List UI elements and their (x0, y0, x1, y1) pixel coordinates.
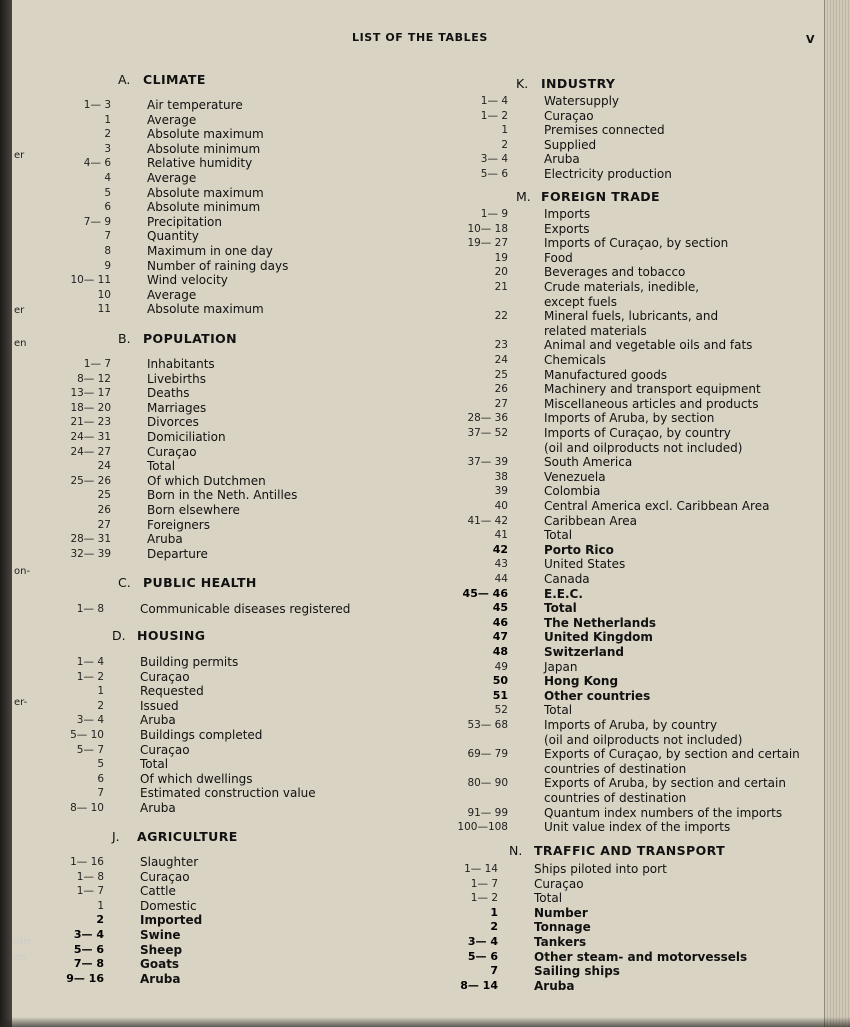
table-number: 2 (96, 913, 104, 927)
table-title: Imports (544, 207, 591, 221)
table-number: 80— 90 (467, 777, 508, 790)
table-number: 5— 6 (467, 949, 498, 963)
table-title: Tankers (534, 935, 587, 949)
table-number: 3— 4 (480, 153, 508, 166)
document-page (12, 0, 824, 1027)
table-title: Hong Kong (544, 674, 619, 689)
table-title: Food (544, 250, 573, 265)
table-number: 5— 10 (70, 729, 104, 741)
table-title: Chemicals (544, 353, 606, 367)
table-number: 26 (97, 504, 111, 516)
table-title: Absolute minimum (147, 141, 261, 156)
table-title: Marriages (147, 400, 207, 415)
section-letter: C. (118, 575, 131, 590)
table-number: 41— 42 (467, 514, 508, 527)
table-number: 8— 10 (70, 802, 104, 814)
table-title: Other steam- and motorvessels (534, 949, 748, 964)
table-title: countries of destination (544, 761, 687, 776)
table-title: Total (147, 459, 176, 474)
table-title: Deaths (147, 386, 190, 401)
table-title: related materials (544, 323, 647, 338)
section-name: INDUSTRY (541, 76, 616, 91)
table-title: Animal and vegetable oils and fats (544, 338, 753, 353)
table-title: Average (147, 287, 197, 302)
table-number: 50 (492, 674, 508, 688)
table-title: Aruba (534, 978, 575, 993)
table-title: Imports of Aruba, by section (544, 411, 715, 426)
table-title: Quantum index numbers of the imports (544, 805, 783, 820)
page-number: V (806, 33, 815, 46)
table-title: Ships piloted into port (534, 862, 667, 876)
table-title: Communicable diseases registered (140, 602, 351, 616)
table-title: Japan (544, 659, 578, 674)
table-number: 3— 4 (73, 928, 104, 941)
table-title: Colombia (544, 484, 601, 499)
table-title: Born in the Neth. Antilles (147, 488, 298, 503)
table-number: 8— 12 (77, 372, 111, 385)
table-number: 42 (492, 542, 508, 556)
margin-fragment: olie (14, 936, 32, 947)
table-title: Curaçao (140, 869, 190, 884)
table-number: 7 (490, 964, 498, 978)
table-number: 19 (494, 251, 508, 264)
table-title: Exports (544, 221, 590, 236)
table-number: 23 (494, 339, 508, 352)
table-number: 4— 6 (83, 157, 111, 170)
table-number: 5— 6 (73, 942, 104, 956)
table-number: 19— 27 (467, 237, 508, 250)
table-title: Caribbean Area (544, 513, 638, 528)
table-title: Exports of Aruba, by section and certain (544, 776, 786, 791)
table-title: Total (544, 528, 573, 543)
table-number: 39 (494, 485, 508, 498)
table-title: E.E.C. (544, 586, 583, 601)
table-number: 1 (97, 685, 104, 698)
table-number: 28— 31 (70, 533, 111, 546)
table-number: 1— 4 (480, 95, 508, 107)
table-title: countries of destination (544, 791, 687, 805)
table-title: Departure (147, 546, 208, 561)
table-title: (oil and oilproducts not included) (544, 732, 743, 747)
table-title: Absolute maximum (147, 302, 264, 317)
table-number: 1— 2 (76, 670, 104, 683)
table-title: Sheep (140, 942, 183, 957)
table-title: Of which Dutchmen (147, 473, 266, 488)
bottom-shadow (0, 1017, 850, 1027)
table-title: Number of raining days (147, 258, 289, 273)
section-letter: A. (118, 72, 131, 87)
table-title: Absolute minimum (147, 200, 261, 215)
section-name: TRAFFIC AND TRANSPORT (534, 843, 726, 858)
table-title: Imports of Aruba, by country (544, 718, 718, 732)
section-name: CLIMATE (143, 72, 206, 87)
table-number: 1 (490, 905, 498, 919)
table-title: Sailing ships (534, 964, 620, 979)
table-number: 91— 99 (467, 806, 508, 819)
book-spine-shadow (0, 0, 12, 1027)
section-letter: K. (516, 76, 529, 91)
table-title: Estimated construction value (140, 786, 316, 801)
table-title: Total (140, 757, 169, 772)
table-title: Total (544, 703, 573, 718)
table-number: 1— 2 (480, 109, 508, 122)
table-title: Curaçao (140, 669, 190, 684)
table-title: Aruba (544, 152, 580, 167)
table-number: 7 (104, 230, 111, 243)
section-name: POPULATION (143, 331, 238, 346)
table-number: 3— 4 (467, 935, 498, 948)
table-title: Curaçao (544, 108, 594, 123)
table-title: Venezuela (544, 469, 606, 484)
table-number: 8 (104, 245, 111, 257)
table-number: 5— 7 (76, 743, 104, 756)
table-title: Watersupply (544, 94, 619, 108)
table-number: 10— 11 (70, 274, 111, 287)
table-title: Curaçao (534, 876, 584, 891)
table-number: 69— 79 (467, 748, 508, 761)
table-title: Miscellaneous articles and products (544, 396, 759, 411)
table-number: 6 (97, 772, 104, 785)
table-title: Central America excl. Caribbean Area (544, 499, 770, 513)
table-number: 10 (97, 288, 111, 301)
table-title: Imports of Curaçao, by country (544, 426, 731, 440)
table-title: Inhabitants (147, 357, 215, 371)
table-title: Canada (544, 572, 590, 586)
table-number: 7— 9 (83, 215, 111, 228)
table-title: Aruba (147, 532, 183, 547)
table-title: Relative humidity (147, 156, 253, 171)
table-number: 10— 18 (467, 222, 508, 235)
table-number: 1— 2 (470, 892, 498, 905)
table-number: 1 (501, 124, 508, 137)
section-letter: D. (112, 628, 126, 643)
table-number: 26 (494, 383, 508, 396)
table-number: 1— 16 (70, 856, 104, 868)
table-title: Quantity (147, 229, 199, 244)
table-title: Requested (140, 684, 204, 699)
table-title: Aruba (140, 801, 176, 815)
margin-fragment: er (14, 150, 25, 161)
margin-fragment: er (14, 305, 25, 316)
section-name: FOREIGN TRADE (541, 189, 660, 204)
table-number: 7— 8 (73, 957, 104, 971)
section-name: HOUSING (137, 628, 206, 643)
table-number: 1 (97, 899, 104, 912)
table-number: 2 (490, 920, 498, 934)
table-number: 1— 7 (470, 877, 498, 890)
table-number: 2 (104, 128, 111, 141)
table-title: Switzerland (544, 645, 624, 659)
table-title: Other countries (544, 688, 651, 703)
table-number: 1 (104, 113, 111, 126)
table-number: 28— 36 (467, 412, 508, 425)
table-title: Absolute maximum (147, 127, 264, 142)
table-number: 100—108 (457, 821, 508, 834)
table-number: 38 (494, 470, 508, 483)
table-title: (oil and oilproducts not included) (544, 440, 743, 455)
table-number: 4 (104, 172, 111, 184)
table-title: Maximum in one day (147, 244, 273, 258)
table-number: 1— 14 (464, 863, 498, 875)
table-number: 43 (494, 558, 508, 571)
table-title: Of which dwellings (140, 771, 253, 786)
table-number: 40 (494, 500, 508, 512)
table-number: 25 (97, 489, 111, 502)
table-number: 1— 8 (76, 603, 104, 615)
table-title: The Netherlands (544, 615, 657, 630)
table-number: 24 (494, 354, 508, 366)
table-number: 1— 7 (76, 885, 104, 898)
table-title: Electricity production (544, 167, 672, 181)
table-number: 46 (492, 615, 508, 629)
table-title: Absolute maximum (147, 185, 264, 200)
table-number: 1— 4 (76, 656, 104, 668)
table-title: Divorces (147, 415, 199, 430)
table-title: South America (544, 455, 633, 470)
table-number: 51 (492, 688, 508, 702)
table-number: 7 (97, 787, 104, 800)
table-title: United Kingdom (544, 630, 653, 645)
table-number: 49 (494, 660, 508, 673)
margin-fragment: on- (14, 566, 31, 577)
table-title: Machinery and transport equipment (544, 382, 761, 397)
table-number: 27 (97, 518, 111, 531)
table-title: Precipitation (147, 214, 223, 229)
table-title: Porto Rico (544, 542, 614, 557)
table-number: 32— 39 (70, 547, 111, 560)
table-title: Livebirths (147, 371, 206, 386)
table-title: Unit value index of the imports (544, 820, 731, 835)
table-number: 1— 3 (83, 99, 111, 111)
table-title: Supplied (544, 137, 597, 152)
table-title: Premises connected (544, 123, 665, 138)
section-letter: M. (516, 189, 531, 204)
table-number: 24— 31 (70, 431, 111, 443)
table-number: 37— 39 (467, 456, 508, 469)
table-number: 47 (492, 630, 508, 644)
table-title: Domestic (140, 898, 197, 913)
table-number: 24 (97, 460, 111, 473)
table-number: 45 (492, 601, 508, 615)
table-title: Beverages and tobacco (544, 265, 686, 280)
table-title: Average (147, 112, 197, 127)
table-title: Slaughter (140, 855, 199, 869)
table-title: Foreigners (147, 517, 210, 532)
section-name: AGRICULTURE (137, 829, 238, 844)
section-name: PUBLIC HEALTH (143, 575, 257, 590)
table-title: Air temperature (147, 98, 243, 112)
table-number: 22 (494, 310, 508, 323)
table-number: 8— 14 (460, 978, 498, 992)
table-title: United States (544, 557, 626, 572)
table-number: 3 (104, 142, 111, 155)
table-title: Imported (140, 913, 203, 928)
table-number: 3— 4 (76, 714, 104, 727)
table-number: 27 (494, 397, 508, 410)
table-number: 25— 26 (70, 474, 111, 487)
table-number: 6 (104, 201, 111, 214)
table-title: Swine (140, 928, 181, 942)
section-letter: B. (118, 331, 131, 346)
table-number: 1— 9 (480, 208, 508, 220)
table-number: 2 (501, 138, 508, 151)
table-number: 1— 7 (83, 358, 111, 370)
table-number: 45— 46 (462, 586, 508, 600)
table-number: 48 (492, 645, 508, 658)
table-number: 21— 23 (70, 416, 111, 429)
margin-fragment: er- (14, 697, 28, 708)
table-title: Curaçao (140, 742, 190, 757)
table-number: 52 (494, 704, 508, 717)
table-title: Average (147, 171, 197, 185)
table-title: Tonnage (534, 920, 591, 935)
table-number: 11 (97, 303, 111, 316)
margin-fragment: en (14, 952, 27, 963)
section-letter: J. (112, 829, 120, 844)
table-number: 25 (494, 368, 508, 381)
table-number: 41 (494, 529, 508, 542)
table-number: 5 (97, 758, 104, 771)
table-title: Born elsewhere (147, 503, 240, 517)
table-title: Exports of Curaçao, by section and certain (544, 747, 800, 762)
table-title: Wind velocity (147, 273, 228, 288)
table-number: 24— 27 (70, 445, 111, 458)
table-title: Curaçao (147, 444, 197, 459)
margin-fragment: en (14, 338, 27, 349)
table-title: except fuels (544, 294, 617, 309)
table-title: Goats (140, 957, 180, 972)
table-title: Mineral fuels, lubricants, and (544, 309, 719, 324)
table-title: Aruba (140, 971, 181, 986)
table-title: Issued (140, 698, 179, 713)
table-number: 5 (104, 186, 111, 199)
table-number: 1— 8 (76, 870, 104, 883)
table-number: 53— 68 (467, 719, 508, 731)
table-title: Building permits (140, 655, 239, 669)
table-number: 5— 6 (480, 168, 508, 180)
table-number: 21 (494, 281, 508, 293)
table-title: Total (544, 601, 577, 616)
table-title: Number (534, 905, 588, 920)
page-title: LIST OF THE TABLES (352, 31, 488, 44)
table-title: Crude materials, inedible, (544, 280, 700, 294)
table-number: 13— 17 (70, 387, 111, 400)
table-number: 18— 20 (70, 401, 111, 414)
table-title: Manufactured goods (544, 367, 668, 382)
table-title: Buildings completed (140, 728, 263, 742)
table-number: 9— 16 (66, 971, 104, 985)
table-title: Cattle (140, 884, 176, 899)
section-letter: N. (509, 843, 523, 858)
table-number: 44 (494, 573, 508, 585)
table-title: Total (534, 891, 563, 906)
page-stack-edge (824, 0, 850, 1027)
table-number: 37— 52 (467, 427, 508, 439)
table-number: 20 (494, 266, 508, 279)
table-number: 2 (97, 699, 104, 712)
table-title: Domiciliation (147, 430, 226, 444)
table-title: Imports of Curaçao, by section (544, 236, 729, 251)
table-number: 9 (104, 259, 111, 272)
table-title: Aruba (140, 713, 176, 728)
